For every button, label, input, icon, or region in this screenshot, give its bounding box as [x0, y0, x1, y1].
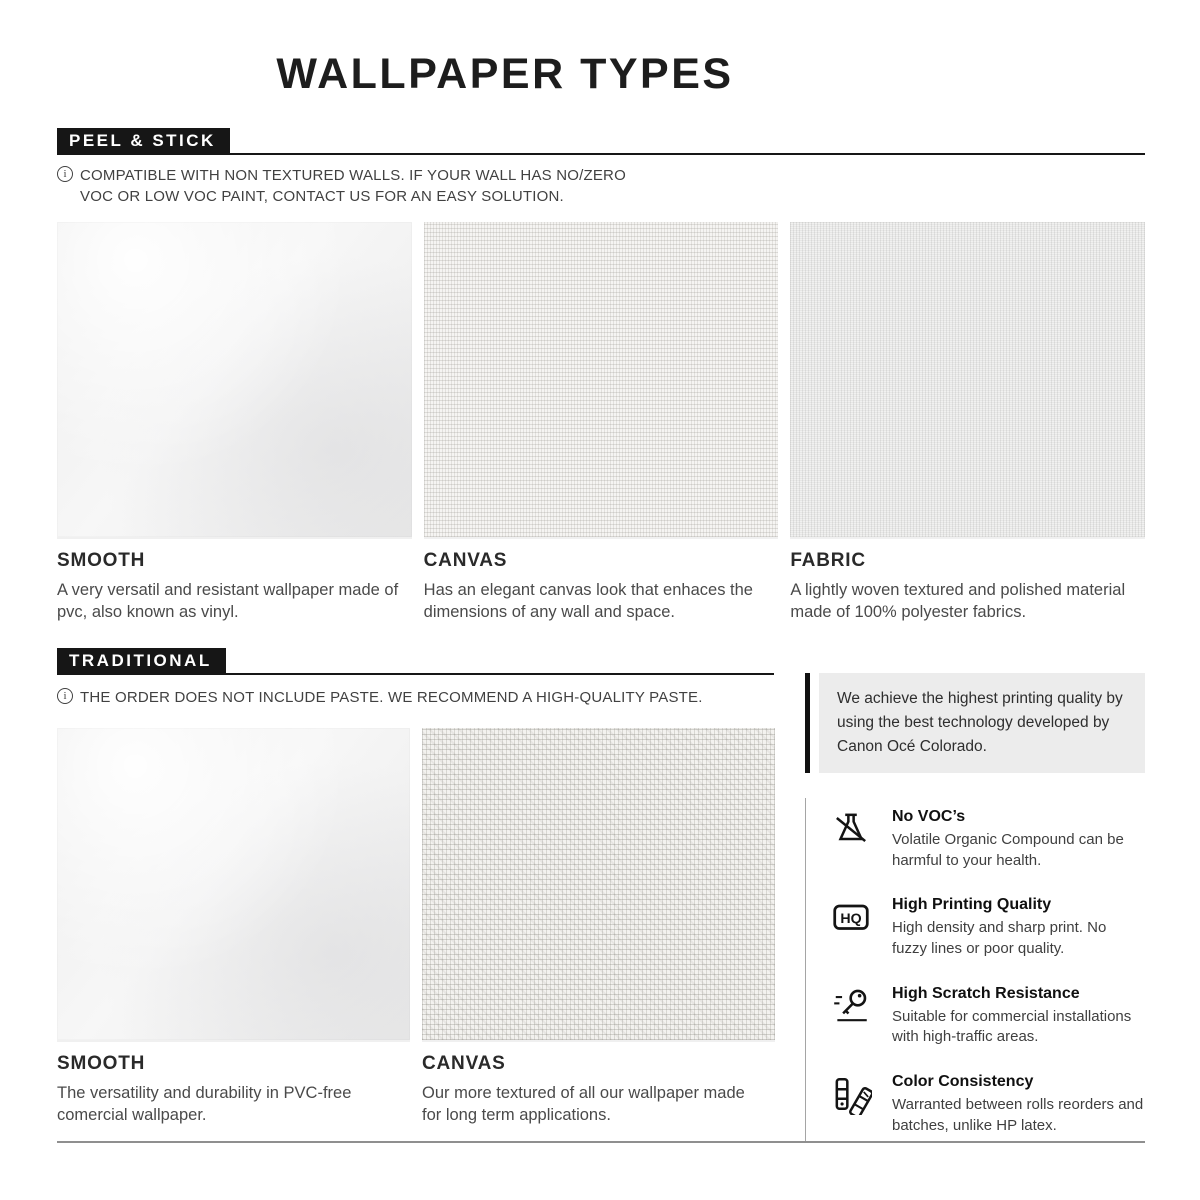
card-description: A lightly woven textured and polished material made of 100% polyester fabrics. [790, 581, 1126, 622]
card-description: A very versatil and resistant wallpaper made of pvc, also known as vinyl. [57, 581, 399, 622]
peel-stick-note [57, 165, 650, 207]
card-traditional-canvas [422, 728, 775, 1127]
card-peel-canvas [424, 222, 779, 624]
traditional-note [57, 687, 703, 708]
peel-stick-swatch-row [57, 222, 1145, 624]
feature-text [892, 1073, 1145, 1136]
canvas-texture-image [422, 728, 775, 1040]
feature-scratch-resistance [830, 985, 1145, 1048]
canvas-texture-image [424, 222, 779, 537]
feature-list [805, 798, 1145, 1143]
smooth-texture-image [57, 728, 410, 1040]
card-description: Our more textured of all our wallpaper made for long term applications. [422, 1084, 745, 1125]
info-icon: i [57, 688, 73, 704]
card-title: FABRIC [790, 550, 866, 571]
card-description: The versatility and durability in PVC-free comercial wallpaper. [57, 1084, 352, 1125]
quote-text: We achieve the highest printing quality by using the best technology developed by Canon Océ Colorado. [819, 673, 1145, 773]
section-header-traditional [57, 648, 774, 675]
key-scratch-icon [830, 985, 872, 1027]
feature-color-consistency [830, 1073, 1145, 1136]
traditional-swatch-row [57, 728, 775, 1127]
hq-badge-icon [830, 896, 872, 938]
info-icon: i [57, 166, 73, 182]
peel-stick-badge: PEEL & STICK [57, 128, 230, 153]
fabric-texture-image [790, 222, 1145, 537]
feature-description: Suitable for commercial installations with high-traffic areas. [892, 1007, 1132, 1046]
card-peel-smooth [57, 222, 412, 624]
printing-quality-panel [805, 673, 1145, 1143]
feature-description: Volatile Organic Compound can be harmful to your health. [892, 831, 1124, 869]
card-title: SMOOTH [57, 550, 146, 571]
feature-title: High Printing Quality [892, 896, 1052, 914]
traditional-note-text: THE ORDER DOES NOT INCLUDE PASTE. WE RECOMMEND A HIGH-QUALITY PASTE. [80, 689, 703, 706]
feature-text [892, 808, 1145, 871]
card-title: CANVAS [423, 550, 508, 571]
feature-no-voc [830, 808, 1145, 871]
card-peel-fabric [790, 222, 1145, 624]
color-swatches-icon [830, 1073, 872, 1115]
smooth-texture-image [57, 222, 412, 537]
feature-title: No VOC’s [892, 808, 966, 826]
card-description: Has an elegant canvas look that enhaces the dimensions of any wall and space. [423, 581, 753, 622]
feature-title: High Scratch Resistance [892, 984, 1080, 1002]
traditional-badge: TRADITIONAL [57, 648, 226, 673]
hq-glyph: HQ [840, 911, 862, 928]
page-title: WALLPAPER TYPES [276, 50, 734, 98]
section-header-peel-stick [57, 128, 1145, 155]
bottom-rule [57, 1141, 1145, 1143]
quote-accent-bar [805, 673, 810, 773]
feature-title: Color Consistency [892, 1073, 1034, 1091]
no-voc-flask-icon [830, 808, 872, 850]
feature-description: High density and sharp print. No fuzzy lines or poor quality. [892, 919, 1107, 958]
feature-high-printing-quality [830, 896, 1145, 959]
peel-stick-note-text: COMPATIBLE WITH NON TEXTURED WALLS. IF YOUR WALL HAS NO/ZERO VOC OR LOW VOC PAINT, CONTACT US FOR AN EASY SOLUTION. [80, 167, 626, 205]
feature-description: Warranted between rolls reorders and batches, unlike HP latex. [892, 1096, 1144, 1134]
feature-text [892, 896, 1145, 959]
card-traditional-smooth [57, 728, 410, 1127]
card-title: CANVAS [422, 1053, 506, 1074]
quality-quote [805, 673, 1145, 773]
feature-text [892, 985, 1145, 1048]
card-title: SMOOTH [57, 1053, 146, 1074]
